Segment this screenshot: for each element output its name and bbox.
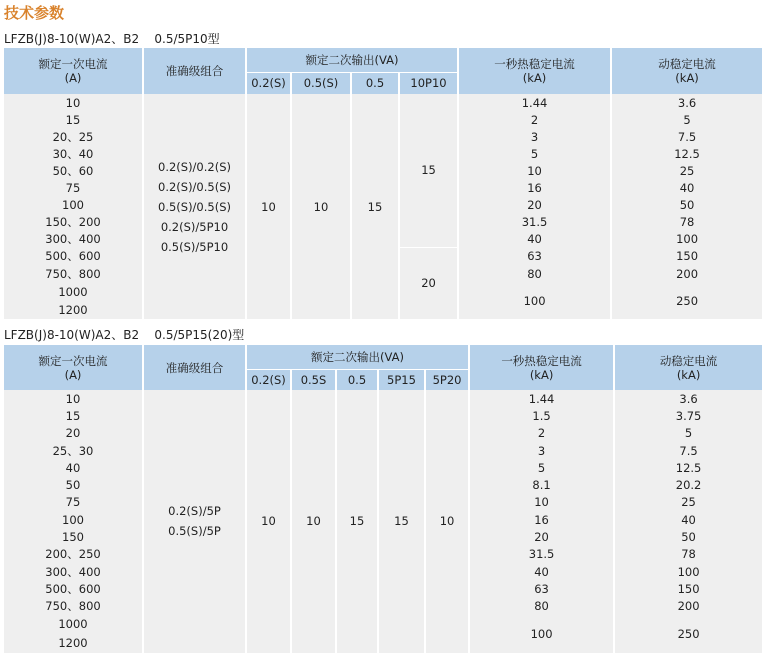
table1-output-10p10-value-b: 20 [399,247,458,319]
table1-primary-cell: 750、800 [4,265,143,283]
table2-thermal-cell: 80 [469,598,614,615]
table2-header-output-5p20: 5P20 [425,369,469,390]
table1-primary-cell: 50、60 [4,162,143,179]
table2-dynamic-cell: 78 [614,546,762,563]
table1-header-thermal: 一秒热稳定电流 (kA) [458,48,611,94]
table2-header-accuracy: 准确级组合 [143,345,246,390]
table1-header-output: 额定二次输出(VA) [246,48,458,72]
table1-thermal-cell: 16 [458,179,611,196]
table1-primary-cell: 1200 [4,301,143,319]
table2-thermal-cell: 20 [469,528,614,545]
table2-primary-cell: 200、250 [4,546,143,563]
table2-header-output: 额定二次输出(VA) [246,345,469,369]
table1-primary-cell: 150、200 [4,213,143,230]
table2-dynamic-cell: 100 [614,563,762,580]
table1-thermal-cell: 63 [458,247,611,265]
table2-thermal-cell: 63 [469,580,614,597]
table2-output-05-value: 15 [336,390,378,653]
table2-dynamic-cell: 5 [614,425,762,442]
table1-thermal-cell: 3 [458,128,611,145]
table2-thermal-cell: 5 [469,459,614,476]
table1-thermal-cell: 2 [458,111,611,128]
table2-primary-cell: 25、30 [4,442,143,459]
table2-primary-cell: 500、600 [4,580,143,597]
table1-thermal-cell: 100 [458,283,611,319]
table2-primary-cell: 300、400 [4,563,143,580]
table1-model-caption: LFZB(J)8-10(W)A2、B2 0.5/5P10型 [4,32,220,46]
table1-header-output-05: 0.5 [351,72,399,94]
table1-dynamic-cell: 3.6 [611,94,762,111]
table2-thermal-cell: 1.5 [469,407,614,424]
table1-spec-table [4,48,762,319]
table1-dynamic-cell: 150 [611,247,762,265]
table1-primary-cell: 300、400 [4,230,143,247]
table2-primary-cell: 750、800 [4,598,143,615]
table1-dynamic-cell: 50 [611,196,762,213]
table2-output-5p20-value: 10 [425,390,469,653]
table2-primary-cell: 100 [4,511,143,528]
table2-spec-table [4,345,762,653]
table2-header-output-5p15: 5P15 [378,369,425,390]
table2-thermal-cell: 8.1 [469,476,614,493]
table1-header-dynamic: 动稳定电流 (kA) [611,48,762,94]
table1-thermal-cell: 10 [458,162,611,179]
table1-header-accuracy: 准确级组合 [143,48,246,94]
table1-accuracy-cell: 0.2(S)/0.2(S) 0.2(S)/0.5(S) 0.5(S)/0.5(S) 0.2(S)/5P10 0.5(S)/5P10 [143,94,246,319]
table2-header-output-02s: 0.2(S) [246,369,291,390]
table2-thermal-cell: 10 [469,494,614,511]
table1-header-output-10p10: 10P10 [399,72,458,94]
table1-output-05s-value: 10 [291,94,351,319]
table1-dynamic-cell: 5 [611,111,762,128]
table2-dynamic-cell: 20.2 [614,476,762,493]
table2-thermal-cell: 100 [469,615,614,653]
table1-dynamic-cell: 12.5 [611,145,762,162]
table1-dynamic-cell: 200 [611,265,762,283]
table2-header-output-05: 0.5 [336,369,378,390]
table1-thermal-cell: 5 [458,145,611,162]
table2-primary-cell: 10 [4,390,143,407]
table2-primary-cell: 40 [4,459,143,476]
table2-primary-cell: 1200 [4,634,143,653]
table2-thermal-cell: 16 [469,511,614,528]
table2-output-05s-value: 10 [291,390,336,653]
table2-thermal-cell: 3 [469,442,614,459]
table2-dynamic-cell: 50 [614,528,762,545]
table1-primary-cell: 20、25 [4,128,143,145]
table1-header-primary: 额定一次电流 (A) [4,48,143,94]
table2-primary-cell: 50 [4,476,143,493]
table2-header-output-05s: 0.5S [291,369,336,390]
table1-dynamic-cell: 100 [611,230,762,247]
table1-thermal-cell: 40 [458,230,611,247]
table2-dynamic-cell: 12.5 [614,459,762,476]
table1-output-02s-value: 10 [246,94,291,319]
table2-dynamic-cell: 3.6 [614,390,762,407]
table1-thermal-cell: 1.44 [458,94,611,111]
table2-dynamic-cell: 40 [614,511,762,528]
table1-primary-cell: 100 [4,196,143,213]
table1-primary-cell: 75 [4,179,143,196]
section-title: 技术参数 [4,4,65,22]
table1-primary-cell: 15 [4,111,143,128]
table2-thermal-cell: 2 [469,425,614,442]
table1-thermal-cell: 20 [458,196,611,213]
table1-dynamic-cell: 40 [611,179,762,196]
table2-dynamic-cell: 150 [614,580,762,597]
table1-dynamic-cell: 7.5 [611,128,762,145]
table2-primary-cell: 15 [4,407,143,424]
table2-model-caption: LFZB(J)8-10(W)A2、B2 0.5/5P15(20)型 [4,328,245,342]
table2-primary-cell: 1000 [4,615,143,634]
table2-thermal-cell: 40 [469,563,614,580]
table1-primary-cell: 500、600 [4,247,143,265]
table2-output-02s-value: 10 [246,390,291,653]
table1-primary-cell: 30、40 [4,145,143,162]
table1-header-output-05s: 0.5(S) [291,72,351,94]
table2-thermal-cell: 31.5 [469,546,614,563]
table2-primary-cell: 150 [4,528,143,545]
table1-output-10p10-value-a: 15 [399,94,458,247]
table2-header-thermal: 一秒热稳定电流 (kA) [469,345,614,390]
table2-dynamic-cell: 200 [614,598,762,615]
table2-thermal-cell: 1.44 [469,390,614,407]
table2-dynamic-cell: 250 [614,615,762,653]
table1-primary-cell: 10 [4,94,143,111]
table1-thermal-cell: 80 [458,265,611,283]
table1-header-output-02s: 0.2(S) [246,72,291,94]
table2-dynamic-cell: 25 [614,494,762,511]
table2-primary-cell: 75 [4,494,143,511]
table1-dynamic-cell: 250 [611,283,762,319]
table2-dynamic-cell: 3.75 [614,407,762,424]
table2-dynamic-cell: 7.5 [614,442,762,459]
table2-header-dynamic: 动稳定电流 (kA) [614,345,762,390]
table1-dynamic-cell: 25 [611,162,762,179]
table1-thermal-cell: 31.5 [458,213,611,230]
table1-dynamic-cell: 78 [611,213,762,230]
table2-primary-cell: 20 [4,425,143,442]
table1-output-05-value: 15 [351,94,399,319]
table2-accuracy-cell: 0.2(S)/5P 0.5(S)/5P [143,390,246,653]
table2-output-5p15-value: 15 [378,390,425,653]
table1-primary-cell: 1000 [4,283,143,301]
table2-header-primary: 额定一次电流 (A) [4,345,143,390]
